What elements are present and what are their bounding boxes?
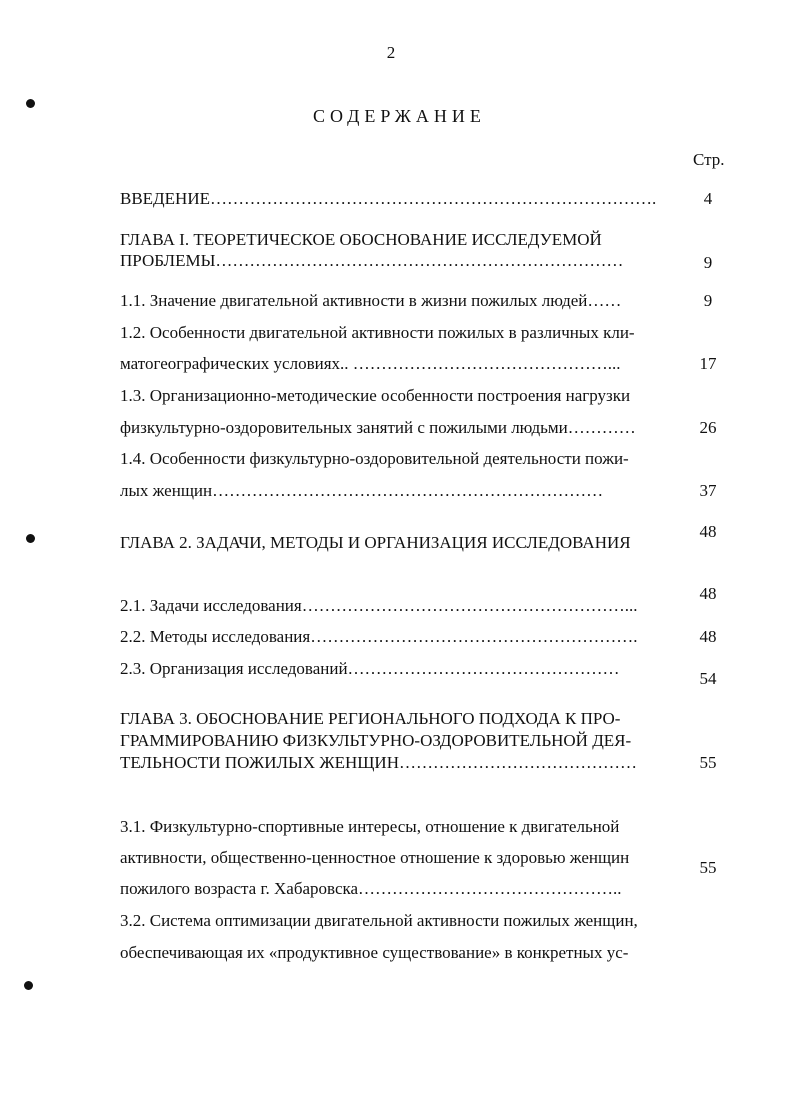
toc-page-number: 37 (699, 481, 717, 500)
page-column-label: Стр. (693, 150, 725, 169)
toc-line: активности, общественно-ценностное отношение к здоровью женщин (120, 848, 630, 867)
toc-line: ГЛАВА 3. ОБОСНОВАНИЕ РЕГИОНАЛЬНОГО ПОДХОДА К ПРО- (120, 709, 621, 728)
toc-line: 1.3. Организационно-методические особенности построения нагрузки (120, 386, 631, 405)
toc-line: 1.4. Особенности физкультурно-оздоровительной деятельности пожи- (120, 449, 629, 468)
toc-line: ГЛАВА 2. ЗАДАЧИ, МЕТОДЫ И ОРГАНИЗАЦИЯ ИССЛЕДОВАНИЯ (120, 533, 631, 552)
toc-page-number: 48 (699, 584, 717, 603)
toc-page-number: 17 (699, 354, 717, 373)
toc-page-number: 54 (699, 669, 717, 688)
toc-line: ПРОБЛЕМЫ……………………………………………………………… (120, 251, 624, 270)
toc-line: 2.2. Методы исследования…………………………………………………. (120, 627, 638, 646)
toc-page-number: 55 (699, 858, 717, 877)
margin-bullet-3 (24, 981, 33, 990)
toc-line: физкультурно-оздоровительных занятий с пожилыми людьми………… (120, 418, 636, 437)
toc-line: ГРАММИРОВАНИЮ ФИЗКУЛЬТУРНО-ОЗДОРОВИТЕЛЬНОЙ ДЕЯ- (120, 731, 632, 750)
toc-line: 2.1. Задачи исследования…………………………………………………... (120, 596, 638, 615)
toc-line: 1.2. Особенности двигательной активности пожилых в различных кли- (120, 323, 635, 342)
toc-line: матогеографических условиях.. ………………………………………... (120, 354, 621, 373)
margin-bullet-1 (26, 99, 35, 108)
toc-line: 1.1. Значение двигательной активности в жизни пожилых людей…… (120, 291, 622, 310)
toc-line: 3.2. Система оптимизации двигательной активности пожилых женщин, (120, 911, 638, 930)
toc-line: ГЛАВА I. ТЕОРЕТИЧЕСКОЕ ОБОСНОВАНИЕ ИССЛЕДУЕМОЙ (120, 230, 602, 249)
toc-page-number: 48 (699, 522, 717, 541)
page-number: 2 (386, 43, 396, 62)
toc-line: ТЕЛЬНОСТИ ПОЖИЛЫХ ЖЕНЩИН…………………………………… (120, 753, 637, 772)
toc-page-number: 9 (703, 253, 713, 272)
toc-page-number: 4 (703, 189, 713, 208)
toc-line: 2.3. Организация исследований………………………………………… (120, 659, 620, 678)
toc-page-number: 26 (699, 418, 717, 437)
margin-bullet-2 (26, 534, 35, 543)
page-title: СОДЕРЖАНИЕ (313, 106, 486, 126)
toc-line: ВВЕДЕНИЕ……………………………………………………………………. (120, 189, 657, 208)
toc-page-number: 9 (703, 291, 713, 310)
toc-line: обеспечивающая их «продуктивное существование» в конкретных ус- (120, 943, 629, 962)
toc-page-number: 48 (699, 627, 717, 646)
toc-line: лых женщин…………………………………………………………… (120, 481, 604, 500)
toc-line: пожилого возраста г. Хабаровска……………………………………….. (120, 879, 622, 898)
toc-page-number: 55 (699, 753, 717, 772)
toc-line: 3.1. Физкультурно-спортивные интересы, отношение к двигательной (120, 817, 620, 836)
